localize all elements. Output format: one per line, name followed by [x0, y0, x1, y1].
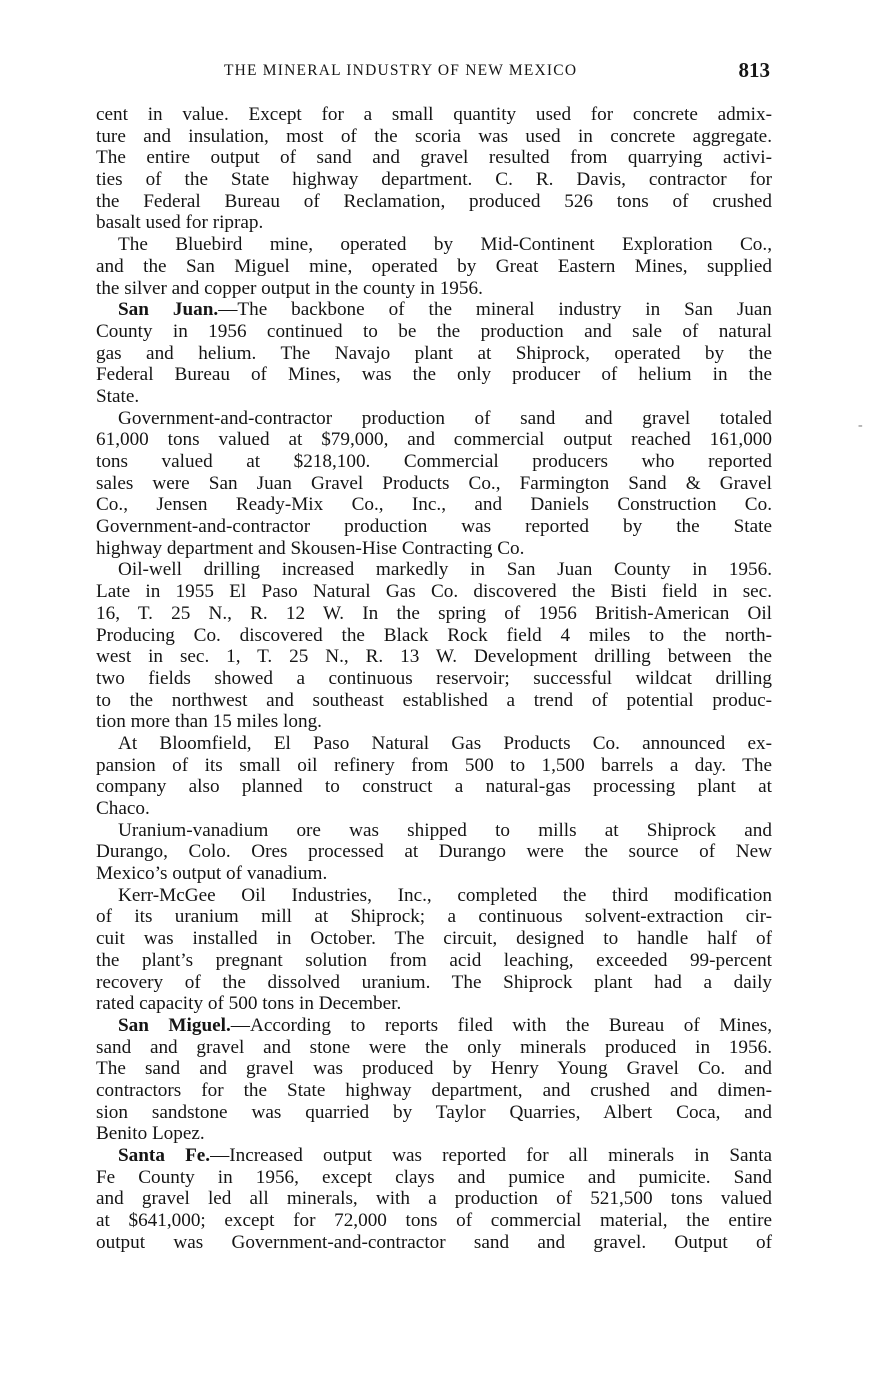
text-line [96, 1232, 772, 1254]
line-text: State. [96, 385, 140, 407]
line-text: the silver and copper output in the county in 1956. [96, 277, 483, 299]
text-line [96, 1210, 772, 1232]
line-text: company also planned to construct a natural-gas processing plant at [96, 776, 772, 798]
text-line [96, 928, 772, 950]
line-text: sion sandstone was quarried by Taylor Quarries, Albert Coca, and [96, 1101, 772, 1123]
section-heading: San Miguel. [118, 1014, 231, 1036]
text-line [96, 646, 772, 668]
line-text: —Increased output was reported for all minerals in Santa [210, 1145, 772, 1166]
line-text: ture and insulation, most of the scoria was used in concrete aggregate. [96, 125, 772, 147]
line-text: Producing Co. discovered the Black Rock field 4 miles to the north- [96, 624, 772, 646]
page-number: 813 [738, 58, 770, 82]
text-line [96, 1123, 772, 1145]
line-text: Uranium-vanadium ore was shipped to mills at Shiprock and [118, 819, 772, 841]
line-text: of its uranium mill at Shiprock; a continuous solvent-extraction cir- [96, 906, 772, 928]
text-line [96, 212, 772, 234]
text-line [96, 1058, 772, 1080]
text-line [96, 256, 772, 278]
text-line [96, 798, 772, 820]
line-text: contractors for the State highway department, and crushed and dimen- [96, 1079, 772, 1101]
text-line [96, 408, 772, 430]
line-text: highway department and Skousen-Hise Contracting Co. [96, 537, 525, 559]
text-line [96, 711, 772, 733]
line-text: Late in 1955 El Paso Natural Gas Co. discovered the Bisti field in sec. [96, 581, 772, 603]
text-line [96, 104, 772, 126]
text-line [96, 581, 772, 603]
text-line [96, 559, 772, 581]
text-line [96, 1037, 772, 1059]
text-line [96, 169, 772, 191]
line-text: County in 1956 continued to be the production and sale of natural [96, 320, 772, 342]
line-text: gas and helium. The Navajo plant at Shiprock, operated by the [96, 342, 772, 364]
text-line [96, 972, 772, 994]
text-line [96, 1188, 772, 1210]
line-text: Oil-well drilling increased markedly in San Juan County in 1956. [118, 559, 772, 581]
text-line [96, 538, 772, 560]
line-text: and the San Miguel mine, operated by Great Eastern Mines, supplied [96, 255, 772, 277]
text-line [96, 820, 772, 842]
text-line [96, 1167, 772, 1189]
line-text: two fields showed a continuous reservoir; successful wildcat drilling [96, 667, 772, 689]
line-text: Durango, Colo. Ores processed at Durango were the source of New [96, 841, 772, 863]
text-line [96, 755, 772, 777]
text-line [96, 386, 772, 408]
text-line [96, 126, 772, 148]
text-line [96, 668, 772, 690]
line-text: At Bloomfield, El Paso Natural Gas Products Co. announced ex- [118, 732, 772, 754]
line-text: the plant’s pregnant solution from acid leaching, exceeded 99-percent [96, 949, 772, 971]
line-text: Chaco. [96, 798, 150, 819]
text-line [96, 885, 772, 907]
text-line [96, 147, 772, 169]
line-text: —According to reports filed with the Bureau of Mines, [230, 1014, 772, 1036]
text-line [96, 950, 772, 972]
line-text: at $641,000; except for 72,000 tons of commercial material, the entire [96, 1210, 772, 1232]
line-text: cent in value. Except for a small quantity used for concrete admix- [96, 104, 772, 125]
line-text: Mexico’s output of vanadium. [96, 863, 328, 885]
page-header [96, 58, 772, 86]
line-text: to the northwest and southeast established a trend of potential produc- [96, 689, 772, 711]
line-text: rated capacity of 500 tons in December. [96, 993, 402, 1015]
text-line [96, 776, 772, 798]
line-text: Co., Jensen Ready-Mix Co., Inc., and Daniels Construction Co. [96, 494, 772, 516]
text-line [96, 516, 772, 538]
section-heading: Santa Fe. [118, 1145, 211, 1166]
line-text: output was Government-and-contractor sand and gravel. Output of [96, 1231, 772, 1253]
line-text: west in sec. 1, T. 25 N., R. 13 W. Development drilling between the [96, 646, 772, 668]
body-text [96, 104, 772, 1253]
line-text: cuit was installed in October. The circuit, designed to handle half of [96, 928, 772, 950]
text-line [96, 906, 772, 928]
line-text: ties of the State highway department. C. R. Davis, contractor for [96, 169, 772, 191]
text-line [96, 733, 772, 755]
line-text: Government-and-contractor production was reported by the State [96, 516, 772, 538]
text-line [96, 321, 772, 343]
line-text: Fe County in 1956, except clays and pumice and pumicite. Sand [96, 1166, 772, 1188]
line-text: the Federal Bureau of Reclamation, produced 526 tons of crushed [96, 190, 772, 212]
text-line [96, 625, 772, 647]
line-text: sales were San Juan Gravel Products Co., Farmington Sand & Gravel [96, 472, 772, 494]
text-line [96, 429, 772, 451]
section-heading: San Juan. [118, 299, 219, 321]
line-text: Government-and-contractor production of sand and gravel totaled [118, 407, 772, 429]
text-line [96, 863, 772, 885]
text-line [96, 278, 772, 300]
line-text: pansion of its small oil refinery from 500 to 1,500 barrels a day. The [96, 754, 772, 776]
margin-mark-icon: - [858, 418, 863, 433]
text-line [96, 191, 772, 213]
line-text: Kerr-McGee Oil Industries, Inc., completed the third modification [118, 884, 772, 906]
line-text: —The backbone of the mineral industry in San Juan [218, 299, 772, 321]
text-line [96, 1080, 772, 1102]
text-line [96, 473, 772, 495]
text-line [96, 603, 772, 625]
line-text: and gravel led all minerals, with a production of 521,500 tons valued [96, 1188, 772, 1210]
text-line [96, 234, 772, 256]
line-text: sand and gravel and stone were the only minerals produced in 1956. [96, 1036, 772, 1058]
line-text: The sand and gravel was produced by Henry Young Gravel Co. and [96, 1058, 772, 1080]
text-line [96, 299, 772, 321]
text-line [96, 1145, 772, 1167]
text-line [96, 1015, 772, 1037]
line-text: recovery of the dissolved uranium. The Shiprock plant had a daily [96, 971, 772, 993]
text-line [96, 993, 772, 1015]
line-text: tion more than 15 miles long. [96, 711, 322, 733]
text-line [96, 451, 772, 473]
line-text: Federal Bureau of Mines, was the only producer of helium in the [96, 364, 772, 386]
line-text: Benito Lopez. [96, 1123, 205, 1145]
line-text: tons valued at $218,100. Commercial producers who reported [96, 451, 772, 472]
text-line [96, 364, 772, 386]
text-line [96, 494, 772, 516]
line-text: The entire output of sand and gravel resulted from quarrying activi- [96, 147, 772, 169]
text-line [96, 690, 772, 712]
running-title: THE MINERAL INDUSTRY OF NEW MEXICO [224, 62, 578, 79]
line-text: The Bluebird mine, operated by Mid-Continent Exploration Co., [118, 234, 772, 256]
text-line [96, 343, 772, 365]
text-line [96, 1102, 772, 1124]
line-text: 16, T. 25 N., R. 12 W. In the spring of 1956 British-American Oil [96, 602, 772, 624]
line-text: 61,000 tons valued at $79,000, and commercial output reached 161,000 [96, 429, 772, 451]
line-text: basalt used for riprap. [96, 212, 264, 234]
text-line [96, 841, 772, 863]
